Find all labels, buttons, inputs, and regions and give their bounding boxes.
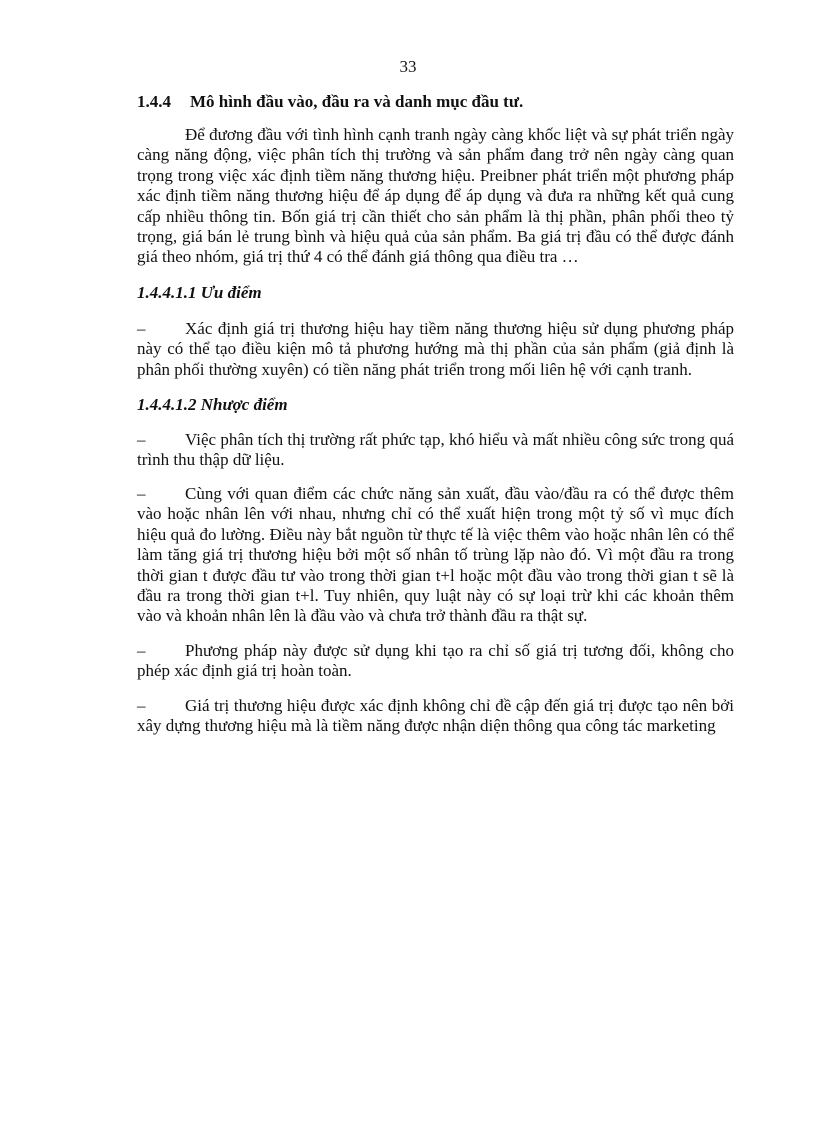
disadvantage-item (137, 641, 734, 682)
intro-paragraph: Để đương đầu với tình hình cạnh tranh ngày càng khốc liệt và sự phát triển ngày càng năng động, việc phân tích thị trường và sản phẩm đang trở nên ngày càng quan trọng trong việc xác định tiềm năng thương hiệu. Preibner phát triển một phương pháp xác định tiềm năng thương hiệu để áp dụng để áp dụng và đưa ra những kết quả cung cấp nhiều thông tin. Bốn giá trị cần thiết cho sản phẩm là thị phần, phân phối theo tỷ trọng, giá bán lẻ trung bình và hiệu quả của sản phẩm. Ba giá trị đầu có thể được đánh giá theo nhóm, giá trị thứ 4 có thể đánh giá thông qua điều tra … (137, 125, 734, 267)
page-content (137, 92, 734, 736)
disadvantages-heading: 1.4.4.1.2 Nhược điểm (137, 395, 288, 415)
bullet-dash: – (137, 318, 146, 338)
bullet-dash: – (137, 640, 146, 660)
disadvantage-item (137, 430, 734, 471)
bullet-dash: – (137, 483, 146, 503)
bullet-dash: – (137, 430, 146, 450)
page-number: 33 (399, 57, 417, 76)
advantage-item-text: Xác định giá trị thương hiệu hay tiềm năng thương hiệu sử dụng phương pháp này có thể tạo điều kiện mô tả phương hướng mà thị phần của sản phẩm (giả định là phân phối thường xuyên) có tiền năng phát triển trong mối liên hệ với cạnh tranh. (137, 318, 734, 379)
bullet-dash: – (137, 695, 146, 715)
section-title: Mô hình đầu vào, đầu ra và danh mục đầu tư. (190, 92, 524, 111)
disadvantage-item-text: Giá trị thương hiệu được xác định không chỉ đề cập đến giá trị được tạo nên bởi xây dựng thương hiệu mà là tiềm năng được nhận diện thông qua công tác marketing (137, 695, 734, 735)
disadvantage-item-text: Việc phân tích thị trường rất phức tạp, khó hiểu và mất nhiều công sức trong quá trình thu thập dữ liệu. (137, 430, 734, 470)
disadvantage-item (137, 696, 734, 737)
section-number: 1.4.4 (137, 92, 171, 111)
disadvantage-item-text: Cùng với quan điểm các chức năng sản xuất, đầu vào/đầu ra có thể được thêm vào hoặc nhân lên với nhau, nhưng chỉ có thể xuất hiện trong một tỷ số vì mục đích hiệu quả đo lường. Điều này bắt nguồn từ thực tế là việc thêm vào hoặc nhân lên có thể làm tăng giá trị thương hiệu bởi một số nhân tố trùng lặp nào đó. Vì một đầu ra trong thời gian t được đầu tư vào trong thời gian t+l hoặc một đầu vào trong thời gian t sẽ là đầu ra trong thời gian t+l. Tuy nhiên, quy luật này có sự loại trừ khi các khoản thêm vào và khoản nhân lên là đầu vào và chưa trở thành đầu ra thật sự. (137, 483, 734, 626)
advantages-heading: 1.4.4.1.1 Ưu điểm (137, 282, 262, 302)
disadvantage-item (137, 484, 734, 627)
disadvantage-item-text: Phương pháp này được sử dụng khi tạo ra chỉ số giá trị tương đối, không cho phép xác định giá trị hoàn toàn. (137, 640, 734, 681)
section-heading (137, 92, 734, 112)
advantage-item (137, 319, 734, 380)
